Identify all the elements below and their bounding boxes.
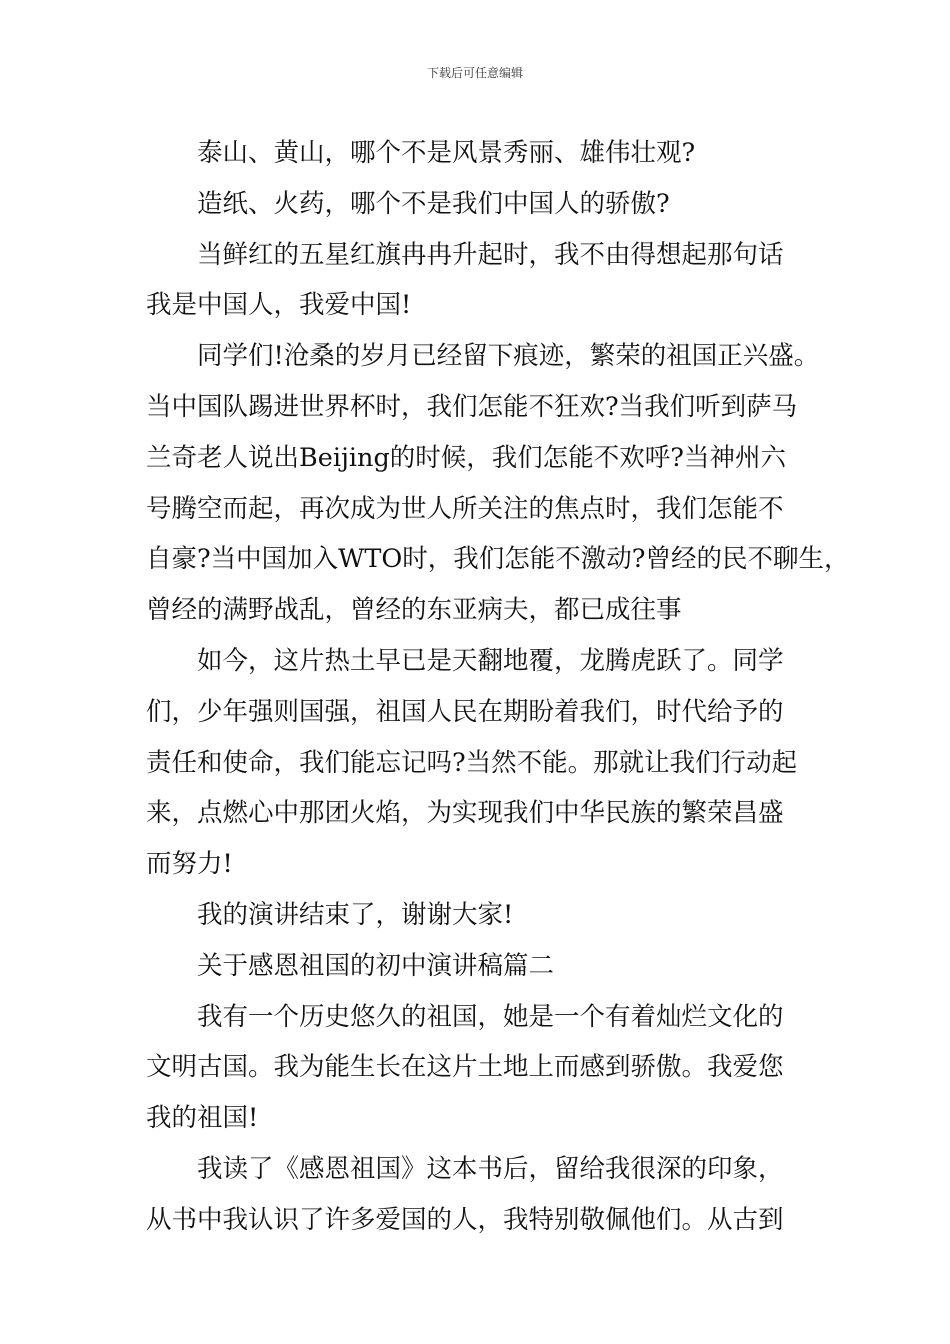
paragraph-6 bbox=[146, 890, 826, 941]
paragraph-8 bbox=[146, 992, 826, 1144]
text-line: 从书中我认识了许多爱国的人，我特别敬佩他们。从古到 bbox=[146, 1204, 784, 1235]
text-line: 我的祖国! bbox=[146, 1103, 259, 1134]
text-line: 关于感恩祖国的初中演讲稿篇二 bbox=[197, 950, 555, 981]
document-body bbox=[146, 128, 850, 1246]
text-line: 如今，这片热土早已是天翻地覆，龙腾虎跃了。同学 bbox=[197, 645, 784, 676]
text-line: 当中国队踢进世界杯时，我们怎能不狂欢?当我们听到萨马 bbox=[146, 391, 798, 422]
text-line: 而努力! bbox=[146, 849, 233, 880]
text-line: 责任和使命，我们能忘记吗?当然不能。那就让我们行动起 bbox=[146, 747, 798, 778]
paragraph-4 bbox=[146, 331, 850, 636]
text-line: 号腾空而起，再次成为世人所关注的焦点时，我们怎能不 bbox=[146, 493, 784, 524]
text-line: 造纸、火药，哪个不是我们中国人的骄傲? bbox=[197, 188, 670, 219]
text-line: 兰奇老人说出Beijing的时候，我们怎能不欢呼?当神州六 bbox=[146, 442, 786, 473]
text-line: 文明古国。我为能生长在这片土地上而感到骄傲。我爱您 bbox=[146, 1052, 784, 1083]
page-header: 下载后可任意编辑 bbox=[426, 66, 523, 80]
text-line: 曾经的满野战乱，曾经的东亚病夫，都已成往事 bbox=[146, 595, 682, 626]
paragraph-1 bbox=[146, 128, 826, 179]
text-line: 我是中国人，我爱中国! bbox=[146, 290, 412, 321]
text-line: 来，点燃心中那团火焰，为实现我们中华民族的繁荣昌盛 bbox=[146, 798, 784, 829]
text-line: 我的演讲结束了，谢谢大家! bbox=[197, 899, 514, 930]
text-line: 泰山、黄山，哪个不是风景秀丽、雄伟壮观? bbox=[197, 138, 696, 168]
text-line: 自豪?当中国加入WTO时，我们怎能不激动?曾经的民不聊生， bbox=[146, 544, 850, 575]
paragraph-5 bbox=[146, 636, 826, 890]
section-heading bbox=[146, 941, 826, 992]
text-line: 们，少年强则国强，祖国人民在期盼着我们，时代给予的 bbox=[146, 696, 784, 727]
text-line: 我有一个历史悠久的祖国，她是一个有着灿烂文化的 bbox=[197, 1001, 784, 1032]
paragraph-2 bbox=[146, 179, 826, 230]
text-line: 同学们!沧桑的岁月已经留下痕迹，繁荣的祖国正兴盛。 bbox=[197, 341, 820, 372]
paragraph-3 bbox=[146, 230, 826, 332]
text-line: 当鲜红的五星红旗冉冉升起时，我不由得想起那句话 bbox=[197, 239, 784, 270]
paragraph-9 bbox=[146, 1144, 826, 1246]
text-line: 我读了《感恩祖国》这本书后，留给我很深的印象， bbox=[197, 1153, 784, 1184]
